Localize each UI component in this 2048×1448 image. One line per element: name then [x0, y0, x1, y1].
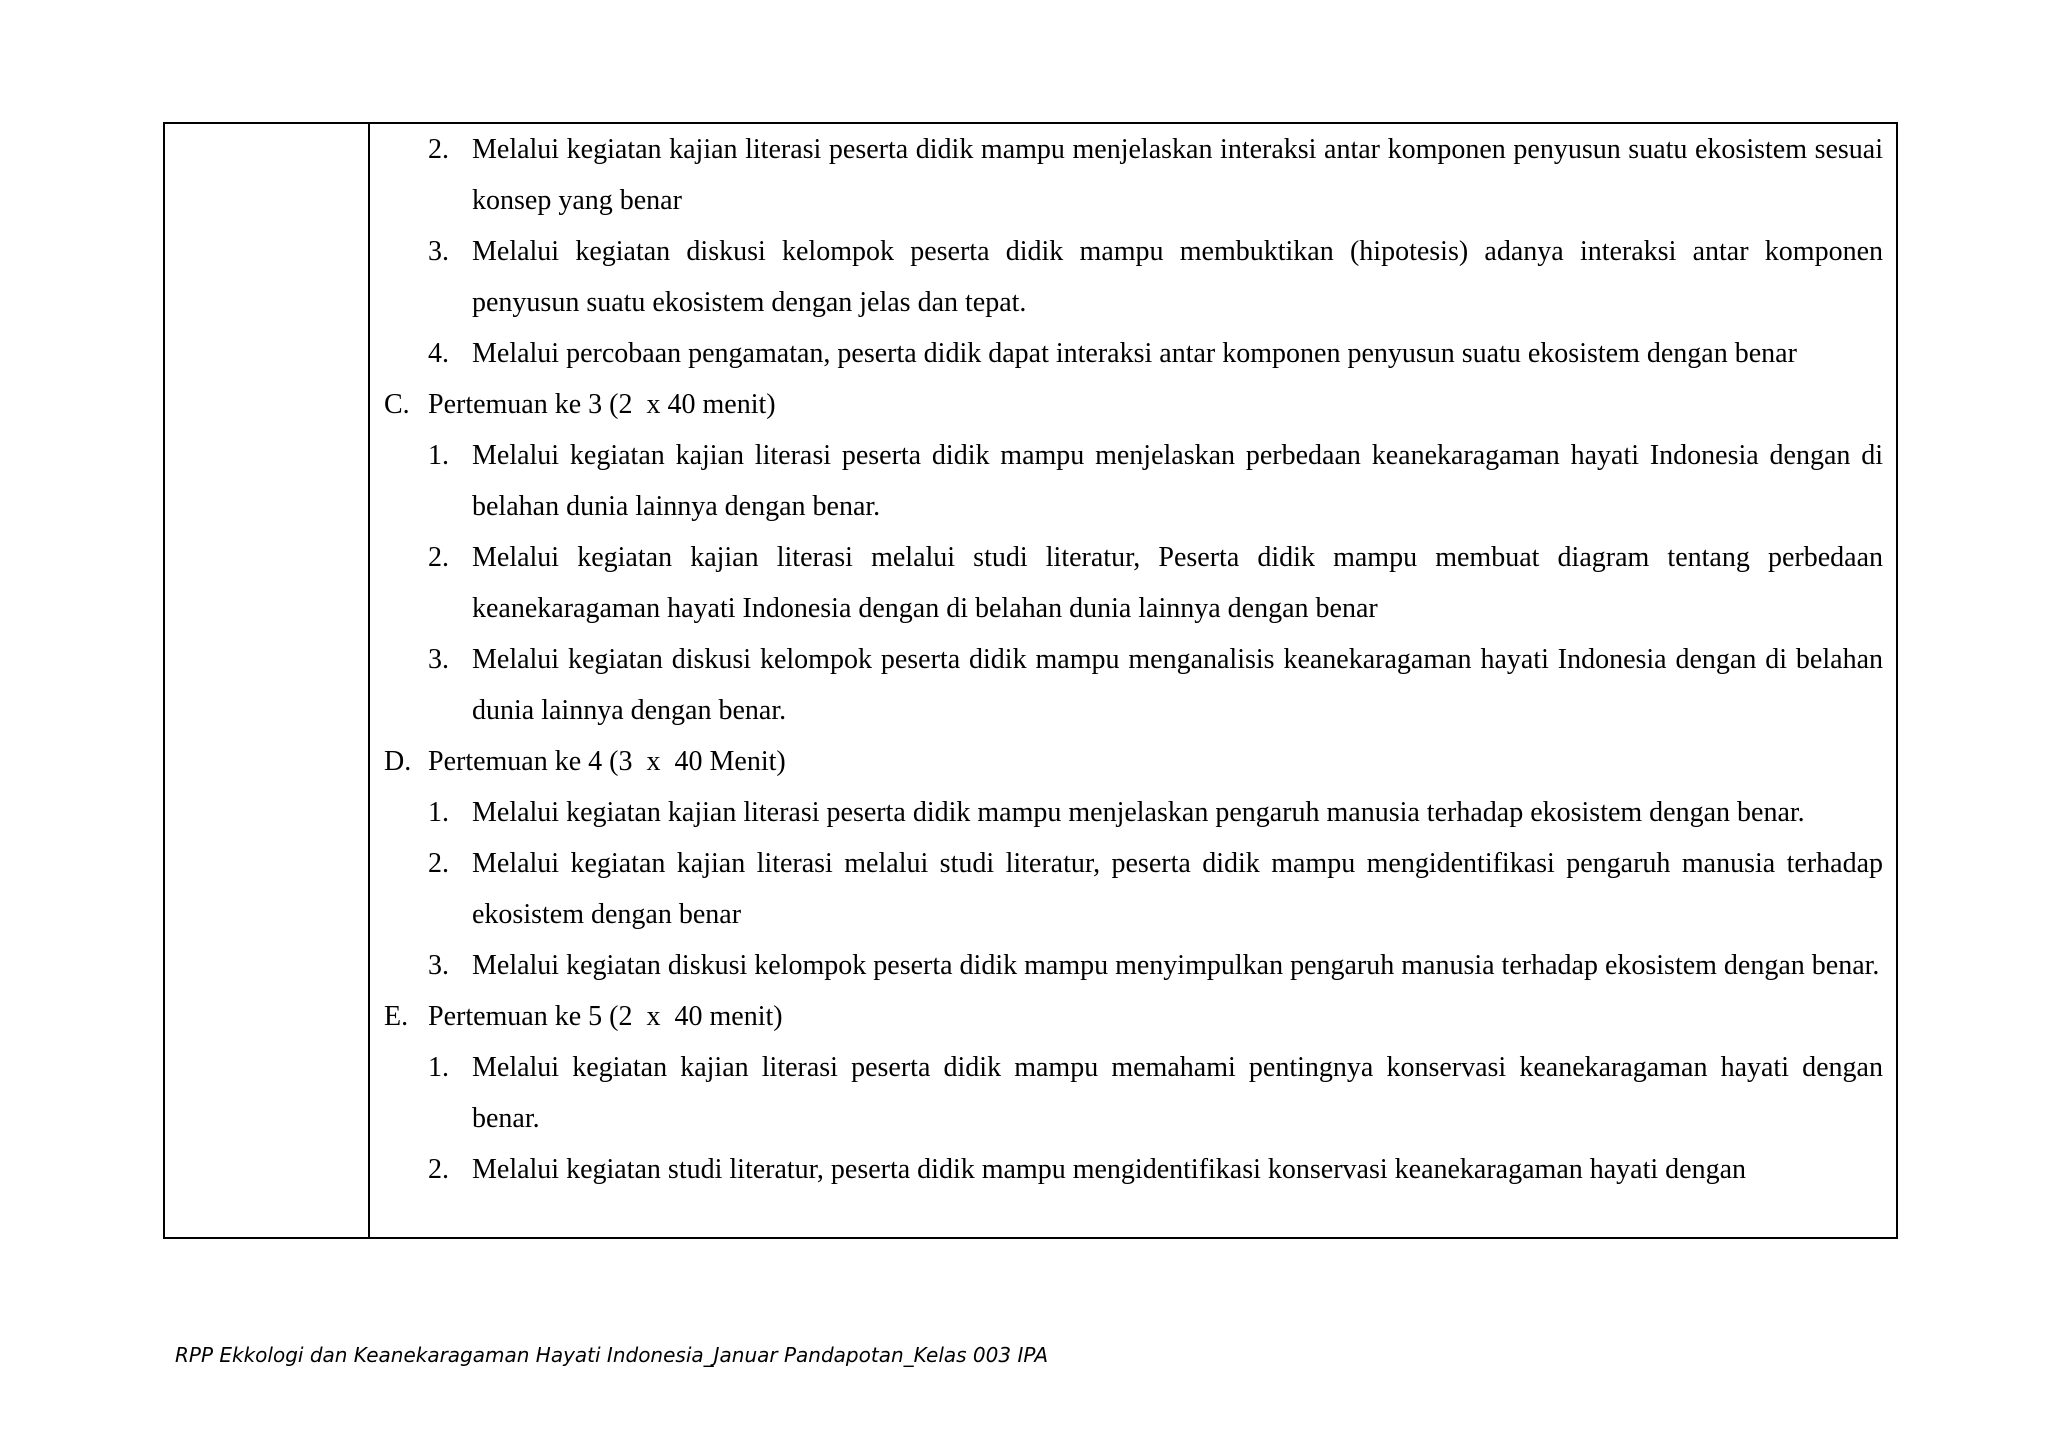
list-item — [370, 532, 1896, 634]
item-number: 3. — [428, 644, 449, 675]
section-heading — [370, 379, 1896, 430]
table-right-cell — [370, 124, 1896, 1237]
item-number: 2. — [428, 134, 449, 165]
list-item — [370, 787, 1896, 838]
list-item — [370, 226, 1896, 328]
item-text: Melalui kegiatan kajian literasi melalui studi literatur, Peserta didik mampu membuat diagram tentang perbedaan keanekaragaman hayati Indonesia dengan di belahan dunia lainnya dengan benar — [472, 542, 1883, 624]
list-item — [370, 634, 1896, 736]
list-item — [370, 1042, 1896, 1144]
item-number: 2. — [428, 542, 449, 573]
item-number: 2. — [428, 1154, 449, 1185]
item-text: Melalui kegiatan kajian literasi peserta didik mampu menjelaskan interaksi antar komponen penyusun suatu ekosistem sesuai konsep yang benar — [472, 134, 1883, 216]
objectives-list — [370, 124, 1896, 1195]
item-text: Melalui percobaan pengamatan, peserta didik dapat interaksi antar komponen penyusun suatu ekosistem dengan benar — [472, 338, 1797, 369]
list-item — [370, 430, 1896, 532]
page-footer: RPP Ekkologi dan Keanekaragaman Hayati Indonesia_Januar Pandapotan_Kelas 003 IPA — [175, 1343, 1049, 1367]
item-number: 3. — [428, 950, 449, 981]
item-text: Melalui kegiatan studi literatur, peserta didik mampu mengidentifikasi konservasi keanekaragaman hayati dengan — [472, 1154, 1747, 1185]
section-letter: C. — [384, 389, 410, 420]
item-text: Melalui kegiatan diskusi kelompok peserta didik mampu menganalisis keanekaragaman hayati Indonesia dengan di belahan dunia lainnya dengan benar. — [472, 644, 1883, 726]
list-item — [370, 838, 1896, 940]
item-number: 1. — [428, 1052, 449, 1083]
list-item — [370, 328, 1896, 379]
item-text: Melalui kegiatan diskusi kelompok peserta didik mampu menyimpulkan pengaruh manusia terhadap ekosistem dengan benar. — [472, 950, 1880, 981]
section-heading — [370, 991, 1896, 1042]
section-title: Pertemuan ke 5 (2 x 40 menit) — [428, 1001, 783, 1032]
item-text: Melalui kegiatan kajian literasi peserta didik mampu menjelaskan pengaruh manusia terhadap ekosistem dengan benar. — [472, 797, 1805, 828]
item-text: Melalui kegiatan diskusi kelompok peserta didik mampu membuktikan (hipotesis) adanya interaksi antar komponen penyusun suatu ekosistem dengan jelas dan tepat. — [472, 236, 1883, 318]
table-left-cell — [165, 124, 370, 1237]
section-title: Pertemuan ke 3 (2 x 40 menit) — [428, 389, 776, 420]
list-item — [370, 1144, 1896, 1195]
item-number: 1. — [428, 440, 449, 471]
item-text: Melalui kegiatan kajian literasi melalui studi literatur, peserta didik mampu mengidentifikasi pengaruh manusia terhadap ekosistem dengan benar — [472, 848, 1883, 930]
section-letter: E. — [384, 1001, 409, 1032]
item-number: 2. — [428, 848, 449, 879]
item-text: Melalui kegiatan kajian literasi peserta didik mampu menjelaskan perbedaan keanekaragaman hayati Indonesia dengan di belahan dunia lainnya dengan benar. — [472, 440, 1883, 522]
content-table — [163, 122, 1898, 1239]
item-number: 3. — [428, 236, 449, 267]
item-number: 4. — [428, 338, 449, 369]
list-item — [370, 940, 1896, 991]
list-item — [370, 124, 1896, 226]
item-text: Melalui kegiatan kajian literasi peserta didik mampu memahami pentingnya konservasi keanekaragaman hayati dengan benar. — [472, 1052, 1883, 1134]
section-title: Pertemuan ke 4 (3 x 40 Menit) — [428, 746, 786, 777]
item-number: 1. — [428, 797, 449, 828]
section-heading — [370, 736, 1896, 787]
section-letter: D. — [384, 746, 412, 777]
